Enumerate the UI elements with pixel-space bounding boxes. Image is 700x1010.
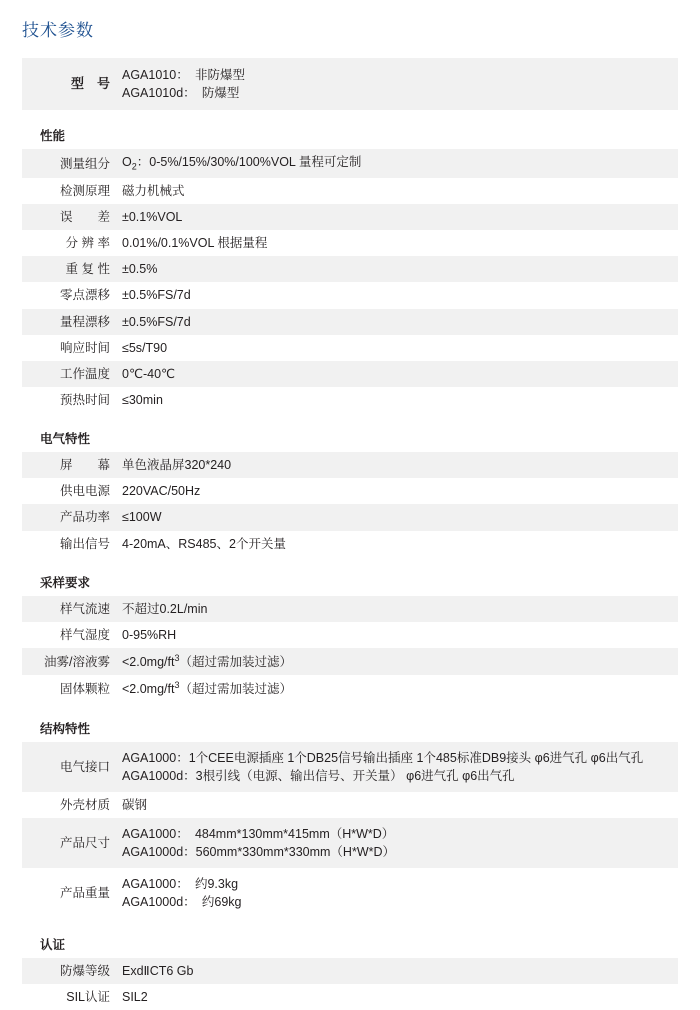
table-row bbox=[22, 504, 678, 530]
table-spacer-row bbox=[22, 110, 678, 123]
spacer-cell bbox=[22, 557, 678, 570]
row-value bbox=[120, 335, 678, 361]
table-spacer-row bbox=[22, 557, 678, 570]
table-row bbox=[22, 596, 678, 622]
row-label: 零点漂移 bbox=[22, 282, 120, 308]
row-value bbox=[120, 792, 678, 818]
row-value bbox=[120, 932, 678, 958]
value-line: 0-95%RH bbox=[122, 627, 177, 642]
section-title: 电气特性 bbox=[22, 426, 120, 452]
row-value bbox=[120, 256, 678, 282]
row-value bbox=[120, 868, 678, 918]
section-title: 性能 bbox=[22, 123, 120, 149]
row-value bbox=[120, 282, 678, 308]
value-line: 0.01%/0.1%VOL 根据量程 bbox=[122, 236, 268, 251]
value-line: 0℃-40℃ bbox=[122, 366, 176, 381]
table-row bbox=[22, 204, 678, 230]
table-row bbox=[22, 531, 678, 557]
row-label: 型 号 bbox=[22, 58, 120, 110]
row-label: 防爆等级 bbox=[22, 958, 120, 984]
row-value bbox=[120, 149, 678, 178]
row-label: 屏 幕 bbox=[22, 452, 120, 478]
row-value bbox=[120, 426, 678, 452]
table-row bbox=[22, 361, 678, 387]
spacer-cell bbox=[22, 703, 678, 716]
row-value bbox=[120, 742, 678, 792]
table-row bbox=[22, 282, 678, 308]
value-line: AGA1000d：3根引线（电源、输出信号、开关量） φ6进气孔 φ6出气孔 bbox=[122, 768, 515, 783]
row-value bbox=[120, 716, 678, 742]
table-row bbox=[22, 984, 678, 1010]
superscript: 3 bbox=[174, 653, 180, 664]
value-line: AGA1000： 约9.3kg bbox=[122, 877, 239, 892]
value-line: 碳钢 bbox=[122, 797, 148, 812]
row-label: 供电电源 bbox=[22, 478, 120, 504]
row-label: 产品尺寸 bbox=[22, 818, 120, 868]
value-line: ≤100W bbox=[122, 510, 162, 525]
table-row bbox=[22, 818, 678, 868]
value-line: ≤30min bbox=[122, 392, 163, 407]
value-line: $O_2$：0-5%/15%/30%/100%VOL 量程可定制 bbox=[122, 155, 362, 172]
value-line: $<2.0mg/ft^3$（超过需加装过滤） bbox=[122, 653, 292, 670]
table-row bbox=[22, 335, 678, 361]
spacer-cell bbox=[22, 919, 678, 932]
row-value bbox=[120, 596, 678, 622]
table-row bbox=[22, 868, 678, 918]
section-header-row bbox=[22, 570, 678, 596]
value-line: AGA1000：1个CEE电源插座 1个DB25信号输出插座 1个485标准DB9接头 φ6进气孔 φ6出气孔 bbox=[122, 750, 644, 765]
value-line: 不超过0.2L/min bbox=[122, 601, 208, 616]
value-line: 220VAC/50Hz bbox=[122, 484, 201, 499]
row-value bbox=[120, 178, 678, 204]
table-row bbox=[22, 387, 678, 413]
value-line: AGA1000： 484mm*130mm*415mm（H*W*D） bbox=[122, 827, 395, 842]
row-label: 产品重量 bbox=[22, 868, 120, 918]
technical-parameters-table bbox=[22, 58, 678, 1010]
value-line: 磁力机械式 bbox=[122, 183, 185, 198]
row-label: 输出信号 bbox=[22, 531, 120, 557]
spacer-cell bbox=[22, 413, 678, 426]
table-row bbox=[22, 256, 678, 282]
row-value bbox=[120, 984, 678, 1010]
row-value bbox=[120, 123, 678, 149]
table-spacer-row bbox=[22, 919, 678, 932]
section-title: 采样要求 bbox=[22, 570, 120, 596]
row-label: 预热时间 bbox=[22, 387, 120, 413]
row-label: 样气湿度 bbox=[22, 622, 120, 648]
row-label: 响应时间 bbox=[22, 335, 120, 361]
table-row bbox=[22, 178, 678, 204]
row-value bbox=[120, 58, 678, 110]
value-line: SIL2 bbox=[122, 989, 148, 1004]
table-spacer-row bbox=[22, 703, 678, 716]
value-line: ±0.5% bbox=[122, 262, 158, 277]
table-row bbox=[22, 58, 678, 110]
row-label: 电气接口 bbox=[22, 742, 120, 792]
row-label: 工作温度 bbox=[22, 361, 120, 387]
table-row bbox=[22, 648, 678, 675]
section-title: 认证 bbox=[22, 932, 120, 958]
row-label: 分 辨 率 bbox=[22, 230, 120, 256]
table-row bbox=[22, 452, 678, 478]
row-value bbox=[120, 478, 678, 504]
row-label: 产品功率 bbox=[22, 504, 120, 530]
row-value bbox=[120, 531, 678, 557]
row-value bbox=[120, 309, 678, 335]
table-spacer-row bbox=[22, 413, 678, 426]
page-title: 技术参数 bbox=[22, 21, 94, 40]
row-label: 固体颗粒 bbox=[22, 675, 120, 702]
section-header-row bbox=[22, 123, 678, 149]
row-label: SIL认证 bbox=[22, 984, 120, 1010]
value-line: ±0.5%FS/7d bbox=[122, 288, 191, 303]
value-line: 单色液晶屏320*240 bbox=[122, 458, 232, 473]
table-row bbox=[22, 958, 678, 984]
spec-table-body bbox=[22, 58, 678, 1010]
row-label: 外壳材质 bbox=[22, 792, 120, 818]
table-row bbox=[22, 792, 678, 818]
row-value bbox=[120, 387, 678, 413]
section-title: 结构特性 bbox=[22, 716, 120, 742]
row-value bbox=[120, 204, 678, 230]
row-label: 误 差 bbox=[22, 204, 120, 230]
row-value bbox=[120, 622, 678, 648]
table-row bbox=[22, 742, 678, 792]
row-value bbox=[120, 504, 678, 530]
value-line: ExdⅡCT6 Gb bbox=[122, 963, 194, 978]
row-value bbox=[120, 818, 678, 868]
subscript: 2 bbox=[131, 161, 137, 172]
table-row bbox=[22, 622, 678, 648]
table-row bbox=[22, 230, 678, 256]
value-line: ≤5s/T90 bbox=[122, 340, 168, 355]
row-value bbox=[120, 675, 678, 702]
table-row bbox=[22, 675, 678, 702]
table-row bbox=[22, 478, 678, 504]
row-label: 样气流速 bbox=[22, 596, 120, 622]
section-header-row bbox=[22, 932, 678, 958]
section-header-row bbox=[22, 716, 678, 742]
section-header-row bbox=[22, 426, 678, 452]
value-line: AGA1010： 非防爆型 bbox=[122, 68, 245, 82]
value-line: AGA1000d：560mm*330mm*330mm（H*W*D） bbox=[122, 845, 396, 860]
value-line: ±0.5%FS/7d bbox=[122, 314, 191, 329]
spacer-cell bbox=[22, 110, 678, 123]
value-line: AGA1010d： 防爆型 bbox=[122, 86, 240, 101]
row-value bbox=[120, 570, 678, 596]
row-label: 油雾/溶液雾 bbox=[22, 648, 120, 675]
row-label: 测量组分 bbox=[22, 149, 120, 178]
row-value bbox=[120, 361, 678, 387]
row-value bbox=[120, 230, 678, 256]
value-line: ±0.1%VOL bbox=[122, 210, 183, 225]
superscript: 3 bbox=[174, 680, 180, 691]
value-line: 4-20mA、RS485、2个开关量 bbox=[122, 536, 286, 551]
row-value bbox=[120, 648, 678, 675]
value-line: AGA1000d： 约69kg bbox=[122, 895, 242, 910]
row-label: 检测原理 bbox=[22, 178, 120, 204]
row-value bbox=[120, 958, 678, 984]
row-label: 量程漂移 bbox=[22, 309, 120, 335]
value-line: $<2.0mg/ft^3$（超过需加装过滤） bbox=[122, 680, 292, 697]
table-row bbox=[22, 149, 678, 178]
table-row bbox=[22, 309, 678, 335]
row-label: 重 复 性 bbox=[22, 256, 120, 282]
row-value bbox=[120, 452, 678, 478]
